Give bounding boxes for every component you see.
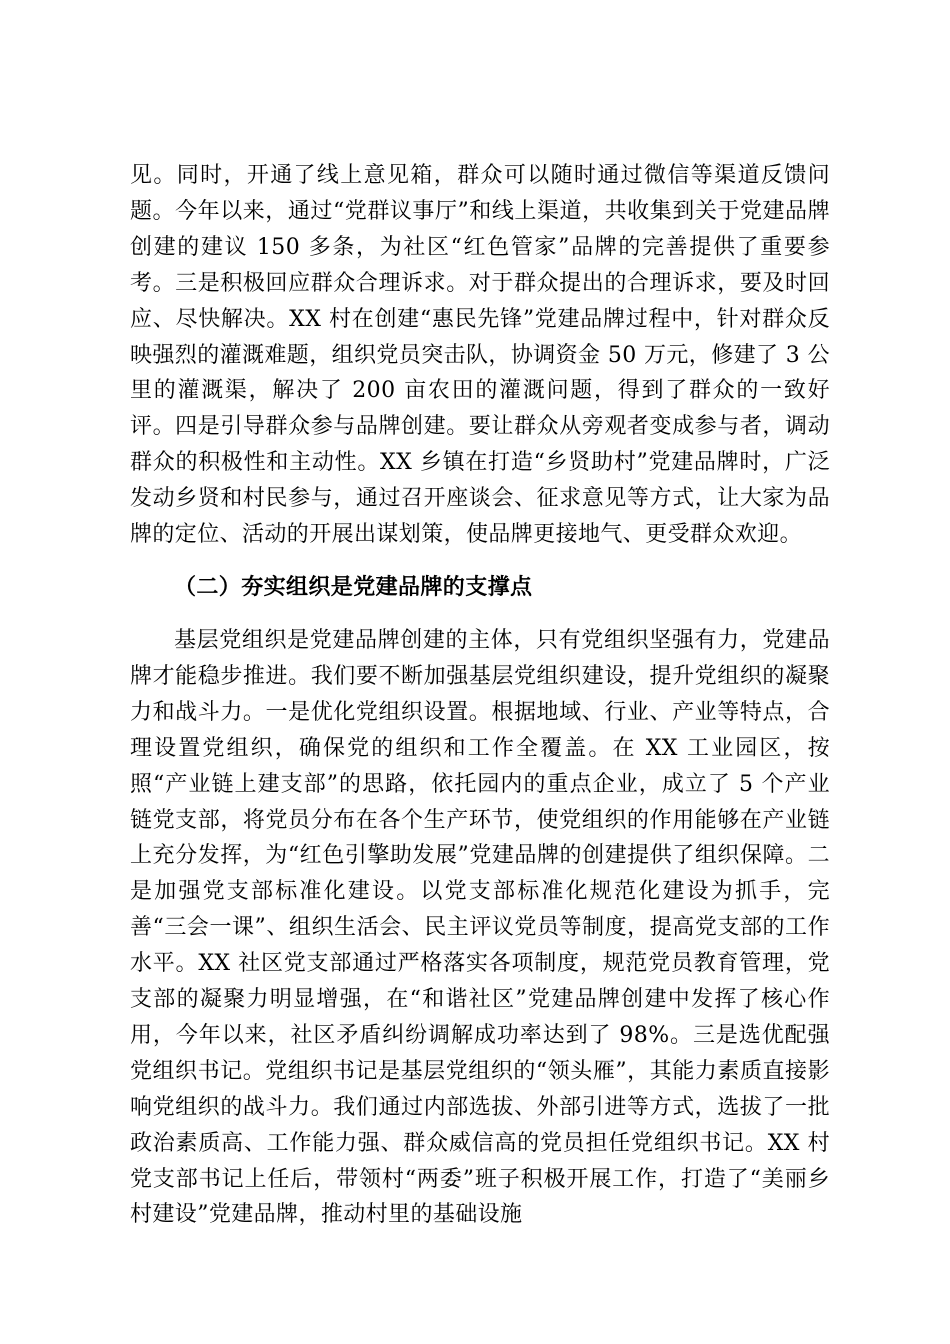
body-paragraph-continued: 见。同时，开通了线上意见箱，群众可以随时通过微信等渠道反馈问题。今年以来，通过“党群议事厅”和线上渠道，共收集到关于党建品牌创建的建议 150 多条，为社区“红色管家”品牌的完善提供了重要参考。三是积极回应群众合理诉求。对于群众提出的合理诉求，要及时回应、尽快解决。XX 村在创建“惠民先锋”党建品牌过程中，针对群众反映强烈的灌溉难题，组织党员突击队，协调资金 50 万元，修建了 3 公里的灌溉渠，解决了 200 亩农田的灌溉问题，得到了群众的一致好评。四是引导群众参与品牌创建。要让群众从旁观者变成参与者，调动群众的积极性和主动性。XX 乡镇在打造“乡贤助村”党建品牌时，广泛发动乡贤和村民参与，通过召开座谈会、征求意见等方式，让大家为品牌的定位、活动的开展出谋划策，使品牌更接地气、更受群众欢迎。: [130, 163, 830, 548]
body-paragraph: 基层党组织是党建品牌创建的主体，只有党组织坚强有力，党建品牌才能稳步推进。我们要不断加强基层党组织建设，提升党组织的凝聚力和战斗力。一是优化党组织设置。根据地域、行业、产业等特点，合理设置党组织，确保党的组织和工作全覆盖。在 XX 工业园区，按照“产业链上建支部”的思路，依托园内的重点企业，成立了 5 个产业链党支部，将党员分布在各个生产环节，使党组织的作用能够在产业链上充分发挥，为“红色引擎助发展”党建品牌的创建提供了组织保障。二是加强党支部标准化建设。以党支部标准化规范化建设为抓手，完善“三会一课”、组织生活会、民主评议党员等制度，提高党支部的工作水平。XX 社区党支部通过严格落实各项制度，规范党员教育管理，党支部的凝聚力明显增强，在“和谐社区”党建品牌创建中发挥了核心作用，今年以来，社区矛盾纠纷调解成功率达到了 98%。三是选优配强党组织书记。党组织书记是基层党组织的“领头雁”，其能力素质直接影响党组织的战斗力。我们通过内部选拔、外部引进等方式，选拔了一批政治素质高、工作能力强、群众威信高的党员担任党组织书记。XX 村党支部书记上任后，带领村“两委”班子积极开展工作，打造了“美丽乡村建设”党建品牌，推动村里的基础设施: [130, 627, 830, 1228]
document-page: [130, 158, 830, 1233]
section-heading: （二）夯实组织是党建品牌的支撑点: [174, 574, 533, 600]
